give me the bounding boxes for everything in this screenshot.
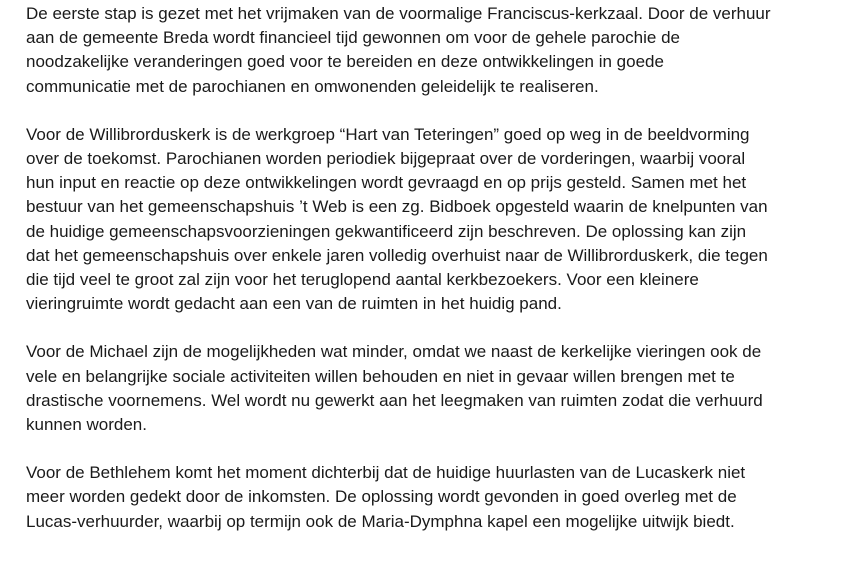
text-line: De eerste stap is gezet met het vrijmaken van de voormalige Franciscus-kerkzaal. Door de verhuur bbox=[26, 4, 771, 23]
text-line: Voor de Michael zijn de mogelijkheden wat minder, omdat we naast de kerkelijke vieringen ook de bbox=[26, 342, 762, 362]
paragraph-michael bbox=[26, 340, 838, 437]
text-line: communicatie met de parochianen en omwonenden geleidelijk te realiseren. bbox=[26, 76, 599, 96]
text-line: vieringruimte wordt gedacht aan een van de ruimten in het huidig pand. bbox=[26, 294, 562, 314]
paragraph-franciscus bbox=[26, 2, 838, 99]
text-line: die tijd veel te groot zal zijn voor het teruglopend aantal kerkbezoekers. Voor een kleinere bbox=[26, 270, 699, 290]
paragraph-bethlehem bbox=[26, 461, 838, 534]
document-body bbox=[26, 2, 838, 558]
text-line: aan de gemeente Breda wordt financieel tijd gewonnen om voor de gehele parochie de bbox=[26, 28, 681, 48]
text-line: drastische voornemens. Wel wordt nu gewerkt aan het leegmaken van ruimten zodat die verhuurd bbox=[26, 390, 763, 410]
text-line: de huidige gemeenschapsvoorzieningen gekwantificeerd zijn beschreven. De oplossing kan zijn bbox=[26, 221, 747, 241]
text-line: hun input en reactie op deze ontwikkelingen wordt gevraagd en op prijs gesteld. Samen met het bbox=[26, 173, 747, 193]
text-line: Voor de Bethlehem komt het moment dichterbij dat de huidige huurlasten van de Lucaskerk niet bbox=[26, 463, 746, 483]
text-line: noodzakelijke veranderingen goed voor te bereiden en deze ontwikkelingen in goede bbox=[26, 52, 664, 72]
paragraph-willibrordus bbox=[26, 123, 838, 317]
text-line: vele en belangrijke sociale activiteiten willen behouden en niet in gevaar willen brengen met te bbox=[26, 366, 735, 386]
text-line: meer worden gedekt door de inkomsten. De oplossing wordt gevonden in goed overleg met de bbox=[26, 487, 737, 507]
text-line: Lucas-verhuurder, waarbij op termijn ook de Maria-Dymphna kapel een mogelijke uitwijk biedt. bbox=[26, 511, 735, 531]
text-line: kunnen worden. bbox=[26, 415, 147, 435]
text-line: dat het gemeenschapshuis over enkele jaren volledig overhuist naar de Willibrorduskerk, die tegen bbox=[26, 245, 768, 265]
text-line: Voor de Willibrorduskerk is de werkgroep “Hart van Teteringen” goed op weg in de beeldvorming bbox=[26, 124, 750, 144]
text-line: over de toekomst. Parochianen worden periodiek bijgepraat over de vorderingen, waarbij vooral bbox=[26, 149, 746, 169]
text-line: bestuur van het gemeenschapshuis ’t Web is een zg. Bidboek opgesteld waarin de knelpunten van bbox=[26, 197, 768, 217]
